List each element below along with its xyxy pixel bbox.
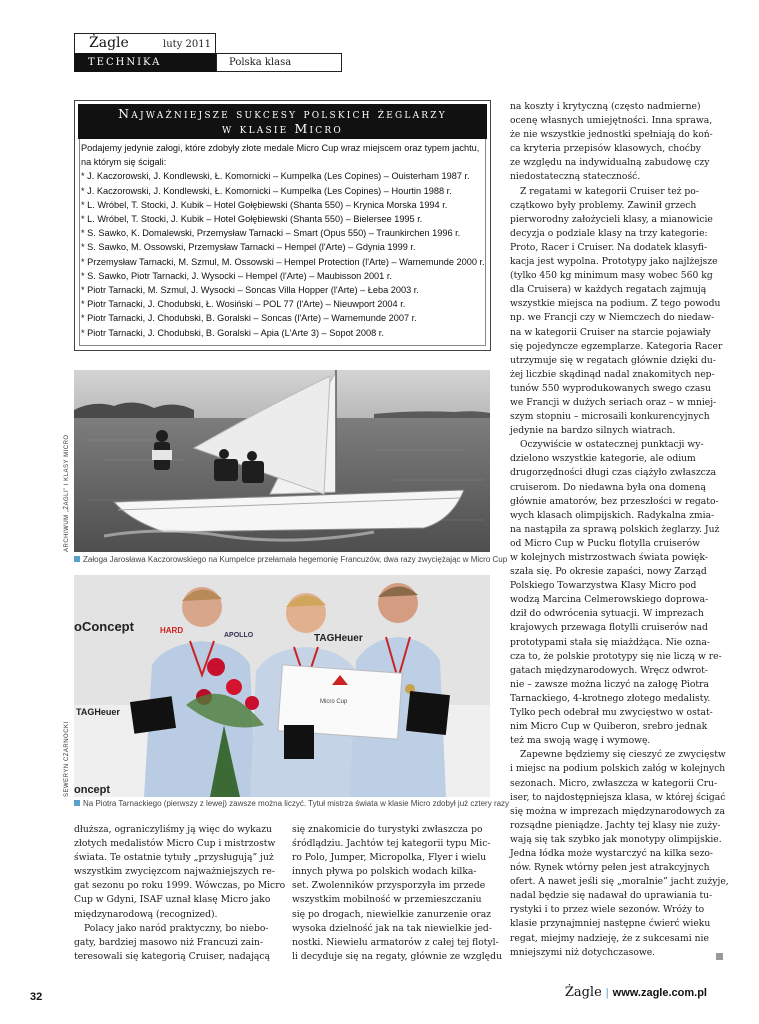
list-item: * L. Wróbel, T. Stocki, J. Kubik – Hotel Gołębiewski (Shanta 550) – Bielersee 1995 r. (81, 214, 423, 225)
text-line: się po drogach, niewielkie zanurzenie oraz (292, 908, 492, 920)
text-line: innych pływa po polskich wodach kilka- (292, 866, 477, 878)
text-line: krajowych przewaga flotylli cruiserów nad (510, 622, 708, 634)
list-item: * L. Wróbel, T. Stocki, J. Kubik – Hotel Gołębiewski (Shanta 550) – Krynica Morska 1994 r. (81, 199, 448, 210)
caption-bullet-icon (74, 800, 80, 806)
text-line: wszystkim mobilność w przemieszczaniu (292, 894, 482, 906)
list-item: * Piotr Tarnacki, J. Chodubski, B. Goralski – Soncas (l'Arte) – Warnemunde 2007 r. (81, 313, 417, 324)
text-line: nostki. Niewielu armatorów z całej tej flotyl- (292, 936, 499, 948)
text-line: Proto, Racer i Cruiser. Na dodatek klasyfi- (510, 241, 708, 253)
podium-photo (74, 575, 490, 797)
list-item: Podajemy jedynie załogi, które zdobyły złote medale Micro Cup wraz miejscem oraz typem jachtu, (81, 143, 480, 153)
title-line: Najważniejsze sukcesy polskich żeglarzy (118, 106, 447, 121)
text-line: regat, miejmy nadzieję, że z sukcesami nie (510, 932, 709, 944)
text-line: wają się tak szybko jak monotypy olimpijskie. (510, 833, 722, 845)
text-line: kacja jest wypolna. Prototypy jako najlżejsze (510, 256, 718, 268)
text-line: cza to, że polskie prototypy się nie liczą w re- (510, 650, 722, 662)
text-line: szym stopniu – microsaili konkurencyjnych (510, 411, 710, 423)
list-item: na którym się ścigali: (81, 157, 167, 168)
article-end-icon (716, 953, 723, 960)
section-label: TECHNIKA (74, 53, 216, 72)
list-item: * S. Sawko, M. Ossowski, Przemysław Tarnacki – Hempel (l'Arte) – Gdynia 1999 r. (81, 242, 416, 253)
sailboat-illustration (74, 370, 490, 552)
text-line: dzielono wszystkie kategorie, ale odium (510, 453, 696, 465)
text-line: li decyduje się na regaty, głównie ze względu (292, 950, 502, 962)
text-line: się można w imprezach międzynarodowych za (510, 805, 725, 817)
website-link[interactable]: www.zagle.com.pl (612, 987, 707, 999)
text-column-b (292, 823, 502, 964)
text-line: świata. Te ostatnie tytuły „przysługują” już (74, 852, 274, 864)
text-line: klasie przynajmniej następne ćwierć wieku (510, 918, 711, 930)
text-line: teresowali się kategorią Cruiser, nadającą (74, 950, 271, 962)
text-line: na w kategorii Cruiser na starcie pojawiały (510, 326, 711, 338)
text-line: na nastąpiła za sprawą polskich żeglarzy. Już (510, 523, 720, 535)
text-line: (tylko 450 kg minimum masy wobec 560 kg (510, 270, 713, 282)
list-item: * J. Kaczorowski, J. Kondlewski, Ł. Komornicki – Kumpelka (Les Copines) – Hourtin 1988 r. (81, 185, 452, 196)
list-item: * Piotr Tarnacki, J. Chodubski, Ł. Wosiński – POL 77 (l'Arte) – Nieuwport 2004 r. (81, 299, 406, 310)
banner-text: oncept (74, 784, 111, 796)
text-line: międzynarodową (recognized). (74, 908, 218, 920)
text-line: wych klasach olimpijskich. Radykalna zmia- (510, 509, 715, 521)
text-line: mniejszymi niż dotychczasowe. (510, 946, 656, 958)
masthead-box (74, 33, 216, 53)
photo1-caption (74, 555, 507, 564)
text-line: czątkowo były problemy. Zawinił grzech (510, 199, 697, 211)
magazine-name: Żagle (89, 35, 129, 51)
footer-magazine-name: Żagle (564, 985, 602, 1000)
photo2-caption (74, 799, 509, 808)
achievements-list (81, 141, 486, 340)
list-item: * S. Sawko, Piotr Tarnacki, J. Wysocki – Hempel (l'Arte) – Maubisson 2001 r. (81, 270, 392, 281)
banner-text: oConcept (74, 619, 134, 634)
text-line: cruiserom. Do niedawna była ona domeną (510, 481, 706, 493)
photo2-credit: SEWERYN CZARNOCKI (64, 721, 70, 797)
text-line: utrzymuje się w regatach głównie dzięki du- (510, 354, 716, 366)
text-line: na koszty i krytyczną (często nadmierne) (510, 101, 701, 112)
photo2-caption-text: Na Piotra Tarnackiego (pierwszy z lewej) zawsze można liczyć. Tytuł mistrza świata w klasie Micro zdobył już cztery razy (83, 799, 510, 808)
text-line: gat sezonu po roku 1999. Wówczas, po Micro (74, 880, 286, 892)
text-line: od Micro Cup w Pucku flotylla cruiserów (510, 537, 700, 549)
caption-bullet-icon (74, 556, 80, 562)
text-line: Zapewne będziemy się cieszyć ze zwycięstw (520, 749, 726, 761)
text-line: się pojedyncze egzemplarze. Kategoria Racer (510, 340, 723, 352)
text-line: szała się. Po okresie zapaści, nowy Zarząd (510, 566, 707, 578)
text-line: wodzą Marcina Celmerowskiego doprowa- (510, 594, 709, 606)
banner-text: HARD (160, 626, 184, 635)
text-line: sezonach. Micro, zwłaszcza w kategorii Cru- (510, 777, 718, 789)
text-line: Oczywiście w ostatecznej punktacji wy- (520, 439, 704, 451)
footer-brand (565, 985, 707, 1000)
list-item: * Piotr Tarnacki, J. Chodubski, B. Goralski – Apia (L'Arte 3) – Sopot 2008 r. (81, 327, 384, 338)
page-number: 32 (30, 991, 43, 1003)
text-line: śródlądziu. Jachtów tej kategorii typu Mic- (292, 838, 491, 850)
text-line: się znakomicie do turystyki zwłaszcza po (292, 824, 483, 835)
text-line: dłuższa, ograniczyliśmy ją więc do wykazu (74, 824, 272, 835)
text-line: nim Micro Cup w Quiberon, srebro jednak (510, 721, 708, 733)
text-line: Polskiego Towarzystwa Klasy Micro pod (510, 580, 697, 592)
diploma-text: Micro Cup (320, 699, 348, 705)
text-column-c (510, 100, 729, 960)
text-line: Jedna łódka może wystarczyć na kilka sezo- (510, 847, 714, 859)
title-line: w klasie Micro (222, 121, 343, 136)
footer-separator: | (605, 987, 609, 999)
text-line: gatach międzynarodowych. Wręcz odwrot- (510, 664, 708, 676)
text-line: Polacy jako naród praktyczny, bo niebo- (84, 922, 269, 934)
text-line: prototypami stała się miażdżąca. Nie ozna- (510, 636, 710, 648)
text-line: wysoka dzielność jak na tak niewielkie jed- (292, 922, 492, 934)
text-line: iser, to najdostępniejsza klasa, w której ścigać (510, 791, 726, 803)
text-line: drugorzędności długi czas ciążyło zwłaszcza (510, 467, 717, 479)
banner-text: TAGHeuer (314, 633, 363, 644)
text-line: ofert. A nawet jeśli się „moralnie” jacht zużyje, (510, 876, 729, 888)
text-line: Cup w Gdyni, ISAF uznał klasę Micro jako (74, 894, 271, 906)
text-line: dla Cruisera) w każdych regatach zajmują (510, 284, 707, 296)
text-line: pierworodny założycieli klasy, a mianowicie (510, 213, 713, 225)
text-line: rozsądne pieniądze. Jachty tej klasy nie zuży- (510, 819, 721, 831)
text-line: żej liczbie skądinąd nadal znakomitych nep- (510, 368, 715, 380)
text-line: jedynie na bardzo silnych wiatrach. (510, 425, 676, 437)
text-column-a (74, 823, 286, 964)
achievements-box (74, 100, 491, 351)
text-line: nadal będzie się nadawał do uprawiania tu- (510, 890, 713, 902)
text-line: też ma swoją wagę i wymowę. (510, 735, 651, 747)
text-line: decyzja o podziale klasy na trzy kategorie: (510, 227, 708, 239)
text-line: np. we Francji czy w Niemczech do niedaw- (510, 312, 715, 324)
text-line: Tylko pech odebrał mu zwycięstwo w ostat- (510, 707, 713, 719)
rubric-label: Polska klasa (216, 53, 342, 72)
text-line: we Francji w dużych seriach oraz – w mniej- (510, 396, 717, 408)
banner-text: APOLLO (224, 632, 254, 639)
text-line: gaty, bardziej masowo niż Francuzi zain- (74, 936, 264, 948)
text-line: że nie wszystkie jednostki spełniają do koń- (510, 129, 713, 141)
text-line: nie – zawsze można liczyć na załogę Piotra (510, 678, 709, 690)
text-line: dził do odwrócenia sytuacji. W imprezach (510, 608, 704, 620)
text-line: tunów 550 wyprodukowanych swego czasu (510, 382, 711, 394)
text-line: ro Polo, Jumper, Micropolka, Flyer i wielu (292, 852, 487, 864)
banner-text: TAGHeuer (76, 707, 120, 717)
text-line: Z regatami w kategorii Cruiser też po- (520, 185, 699, 197)
photo1-caption-text: Załoga Jarosława Kaczorowskiego na Kumpelce przełamała hegemonię Francuzów, dwa razy zwyciężając w Micro Cup (83, 555, 508, 564)
sailboat-photo (74, 370, 490, 552)
achievements-box-title (78, 104, 487, 139)
text-line: ze względu na indywidualną zabudowę czy (510, 157, 710, 169)
text-line: niedostateczną stateczność. (510, 171, 641, 183)
text-line: Tarnackiego, 4-krotnego złotego medalisty. (510, 692, 711, 704)
text-line: i miejsc na podium polskich załóg w kolejnych (510, 763, 726, 775)
list-item: * S. Sawko, K. Domalewski, Przemysław Tarnacki – Smart (Opus 550) – Traunkirchen 1996 r. (81, 228, 461, 239)
photo1-credit: ARCHIWUM „ŻAGLI” I KLASY MICRO (64, 434, 70, 552)
list-item: * Piotr Tarnacki, M. Szmul, J. Wysocki – Soncas Villa Hopper (l'Arte) – Łeba 2003 r. (81, 285, 419, 296)
list-item: * Przemysław Tarnacki, M. Szmul, M. Ossowski – Hempel Protection (l'Arte) – Warnemunde 2000 r. (81, 256, 485, 267)
podium-illustration (74, 575, 490, 797)
issue-date: luty 2011 (163, 39, 211, 50)
text-line: w kolejnych mistrzostwach świata powięk- (510, 552, 708, 563)
text-line: ca kryteria przepisów klasowych, choćby (510, 143, 701, 155)
text-line: wszystkie miejsca na podium. Z tego powodu (510, 298, 721, 310)
text-line: nów. Rynek wtórny pełen jest atrakcyjnych (510, 862, 710, 874)
text-line: wszystkim zwycięzcom najważniejszych re- (74, 866, 275, 878)
text-line: głównie amatorów, bez przeszłości w regato- (510, 495, 719, 507)
text-line: złotych medalistów Micro Cup i mistrzostw (74, 838, 276, 850)
text-line: set. Zwolenników przysporzyła im przede (292, 880, 486, 892)
text-line: rystyki i to przez wiele sezonów. Wróży to (510, 904, 705, 916)
list-item: * J. Kaczorowski, J. Kondlewski, Ł. Komornicki – Kumpelka (Les Copines) – Ouisterham 1987 r. (81, 171, 470, 182)
text-line: ocenę własnych umiejętności. Inna sprawa, (510, 115, 713, 127)
